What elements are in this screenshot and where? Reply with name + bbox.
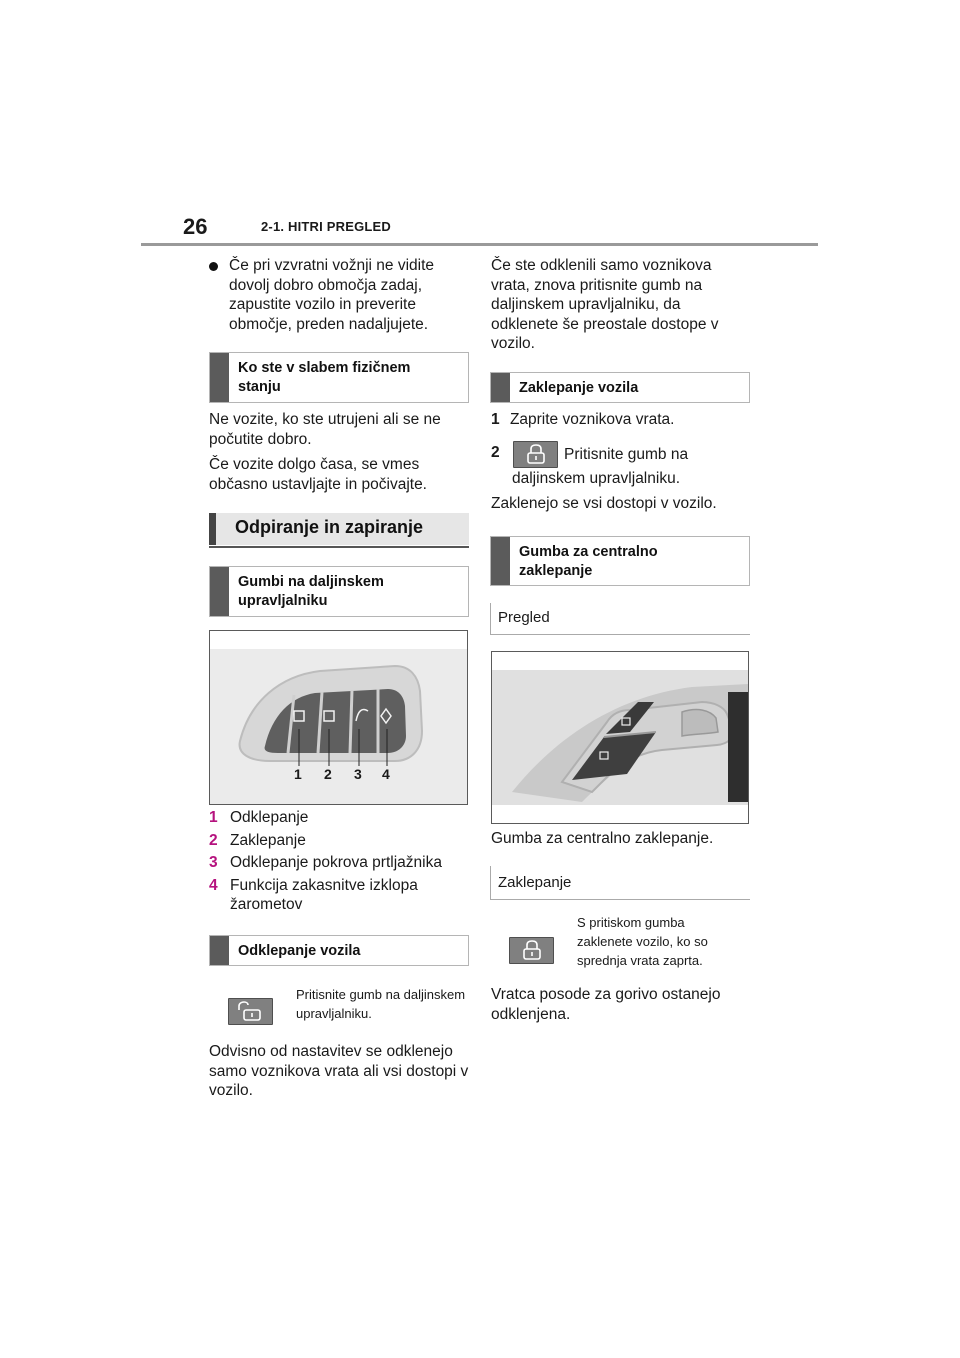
header-rule [141, 243, 818, 246]
list-item: 1 Odklepanje [209, 809, 309, 826]
key-label-4: 4 [382, 766, 390, 782]
step-text: Zaprite voznikova vrata. [509, 411, 675, 428]
step-number: 2 [491, 444, 500, 461]
lock-button-icon [513, 441, 558, 468]
section-heading: Odpiranje in zapiranje [235, 517, 424, 537]
subheading-bar [210, 936, 229, 965]
subheading-title: Gumba za centralno zaklepanje [519, 544, 658, 579]
key-fob-illustration [210, 631, 467, 804]
page-number: 26 [183, 214, 208, 239]
subtitle-overview: Pregled [498, 609, 550, 626]
door-panel-illustration [492, 652, 748, 823]
step-1 [491, 410, 751, 430]
subheading-title: Odklepanje vozila [238, 943, 361, 959]
key-list [209, 808, 469, 915]
step-2-text-b: daljinskem upravljalniku. [512, 470, 680, 487]
key-label-2: 2 [324, 766, 332, 782]
subheading-box-remote-buttons [209, 566, 469, 617]
subtitle-rule-left [490, 866, 491, 900]
subheading-box-central-lock [490, 536, 750, 586]
bullet-item [209, 256, 469, 334]
subheading-title: Gumbi na daljinskem upravljalniku [238, 574, 384, 609]
section-heading-bar [209, 513, 216, 545]
unlock-button-icon [228, 998, 273, 1025]
paragraph-settings: Odvisno od nastavitev se odklenejo samo voznikova vrata ali vsi dostopi v vozilo. [209, 1043, 469, 1099]
key-fob-image [209, 630, 468, 805]
paragraph-driver-door: Če ste odklenili samo voznikova vrata, znova pritisnite gumb na daljinskem upravljalniku, da odklenete še preostale dostope v vozilo. [491, 257, 719, 352]
section-title: 2-1. HITRI PREGLED [261, 219, 392, 234]
list-item: 3 Odklepanje pokrova prtljažnika [209, 854, 442, 871]
subheading-bar [491, 373, 510, 402]
subtitle-locking: Zaklepanje [498, 874, 572, 891]
subheading-title: Ko ste v slabem fizičnem stanju [238, 360, 411, 395]
subheading-bar [491, 537, 510, 585]
subheading-title: Zaklepanje vozila [519, 380, 639, 396]
paragraph-fuel-flap: Vratca posode za gorivo ostanejo odklenjena. [491, 986, 721, 1023]
section-heading-rule [209, 546, 469, 548]
list-item: 2 Zaklepanje [209, 831, 306, 849]
subheading-box-weak-condition [209, 352, 469, 403]
caption-central-lock: Gumba za centralno zaklepanje. [491, 830, 714, 847]
section-heading-box [209, 513, 469, 545]
subheading-bar [210, 567, 229, 616]
subtitle-rule-left [490, 603, 491, 635]
key-label-3: 3 [354, 766, 362, 782]
step-number: 1 [491, 411, 500, 428]
step-2-text-a: Pritisnite gumb na [564, 446, 689, 463]
list-item: 4 Funkcija zakasnitve izklopa žarometov [209, 876, 418, 913]
subheading-box-lock [490, 372, 750, 403]
lock-caption: S pritiskom gumba zaklenete vozilo, ko so sprednja vrata zaprta. [577, 915, 708, 968]
bullet-text: Če pri vzvratni vožnji ne vidite dovolj dobro območja zadaj, zapustite vozilo in preverite območje, preden nadaljujete. [229, 257, 435, 333]
subheading-bar [210, 353, 229, 402]
door-buttons-image [491, 651, 749, 824]
key-label-1: 1 [294, 766, 302, 782]
paragraph-tired: Ne vozite, ko ste utrujeni ali se ne počutite dobro. [209, 411, 441, 448]
subtitle-rule-bottom [490, 899, 750, 900]
unlock-caption: Pritisnite gumb na daljinskem upravljalniku. [296, 987, 466, 1021]
lock-button-icon [509, 937, 554, 964]
paragraph-rest: Če vozite dolgo časa, se vmes občasno ustavljajte in počivajte. [209, 456, 427, 493]
subtitle-rule-bottom [490, 634, 750, 635]
subheading-box-unlock [209, 935, 469, 966]
paragraph-all-locked: Zaklenejo se vsi dostopi v vozilo. [491, 495, 717, 512]
bullet-dot [209, 262, 218, 271]
